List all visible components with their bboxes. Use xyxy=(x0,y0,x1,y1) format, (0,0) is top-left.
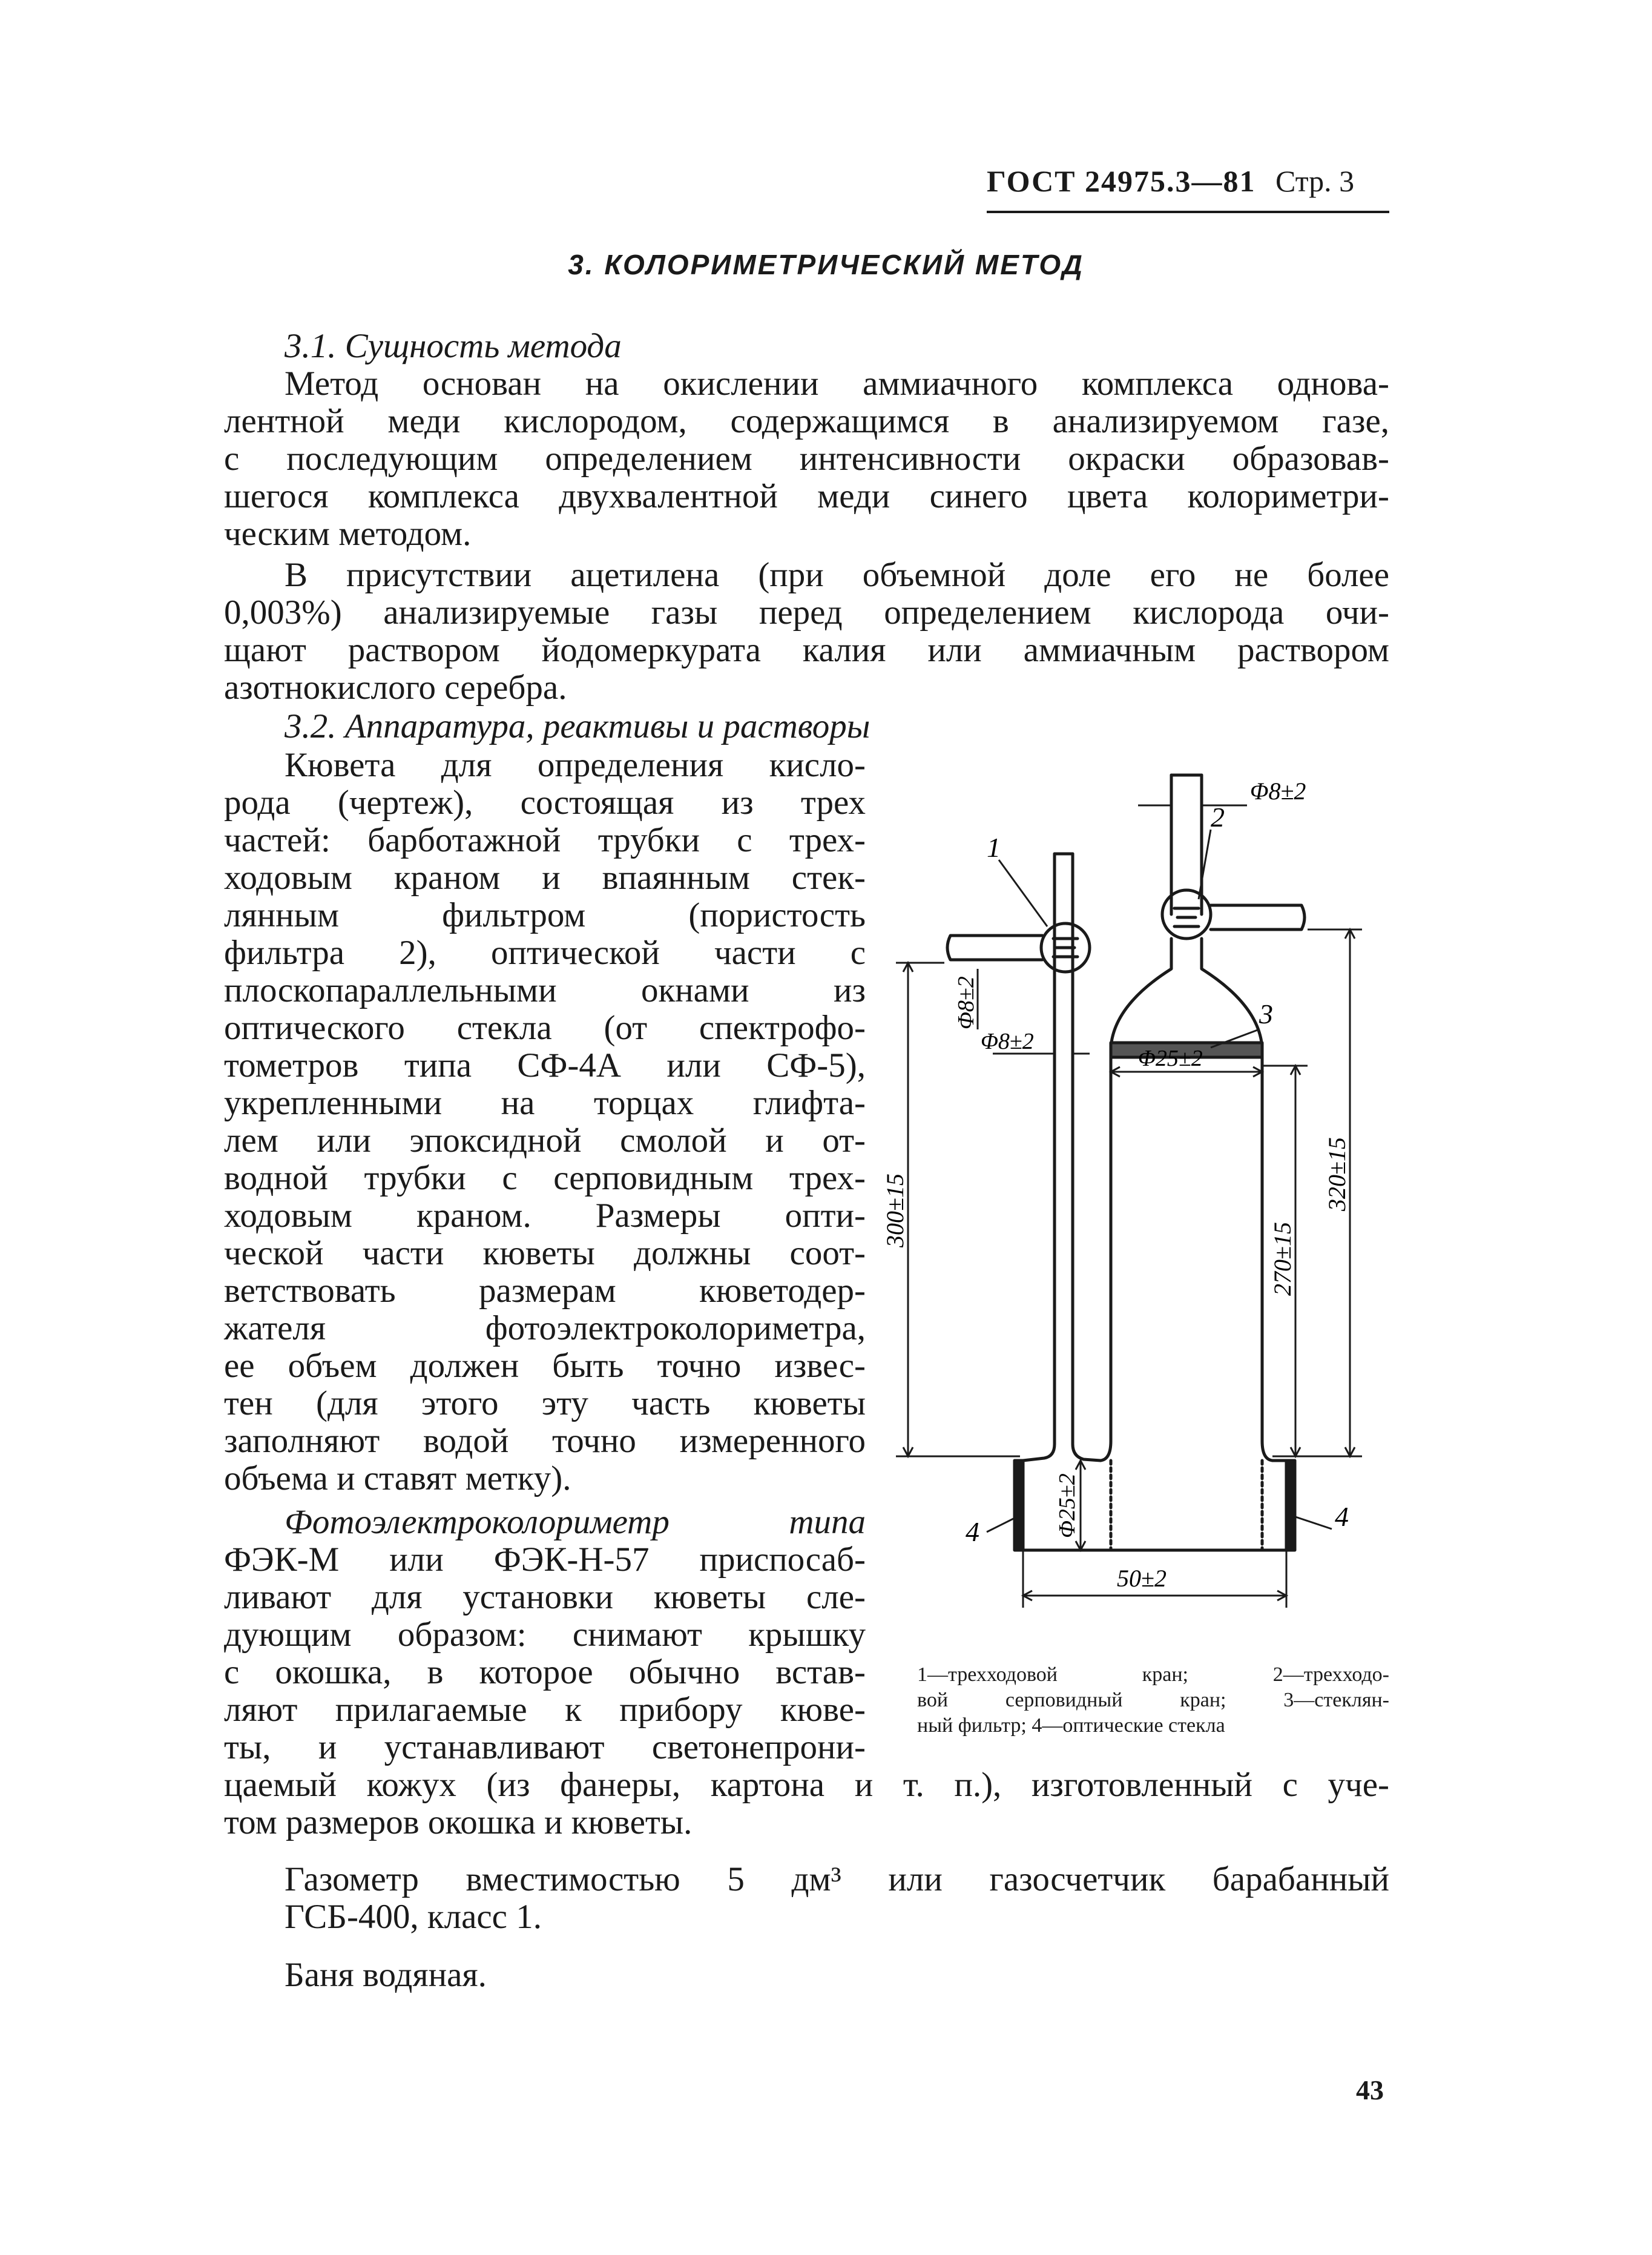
optical-body xyxy=(1101,939,1272,1461)
dim-d8-vertical: Φ8±2 xyxy=(953,976,979,1029)
text-line: рода (чертеж), состоящая из трех xyxy=(224,784,866,822)
text-line: ческой части кюветы должны соот- xyxy=(224,1234,866,1272)
figure-caption xyxy=(917,1662,1389,1738)
text-line: ходовым краном. Размеры опти- xyxy=(224,1197,866,1235)
text-line: Кювета для определения кисло- xyxy=(285,746,866,784)
text-line: щают раствором йодомеркурата калия или аммиачным раствором xyxy=(224,631,1389,669)
text-line: частей: барботажной трубки с трех- xyxy=(224,821,866,859)
text-line: заполняют водой точно измеренного xyxy=(224,1422,866,1460)
dim-320: 320±15 xyxy=(1323,1137,1351,1211)
optical-window-right xyxy=(1286,1461,1295,1550)
text-line: азотнокислого серебра. xyxy=(224,669,567,707)
optical-window-left xyxy=(1015,1461,1023,1550)
text-line: Газометр вместимостью 5 дм³ или газосчетчик барабанный xyxy=(285,1860,1389,1898)
dim-d8-top: Φ8±2 xyxy=(1250,778,1306,805)
crescent-stopcock xyxy=(1162,890,1211,939)
text-line: том размеров окошка и кюветы. xyxy=(224,1803,693,1841)
text-line: объема и ставят метку). xyxy=(224,1459,571,1497)
text-line: ходовым краном и впаянным стек- xyxy=(224,859,866,897)
text-line: 0,003%) анализируемые газы перед определением кислорода очи- xyxy=(224,593,1389,632)
caption-line: 1—трехходовой кран; 2—трехходо- xyxy=(917,1663,1389,1686)
text-line: шегося комплекса двухвалентной меди синего цвета колориметри- xyxy=(224,477,1389,515)
page-label: Стр. 3 xyxy=(1275,164,1355,198)
text-line: водной трубки с серповидным трех- xyxy=(224,1159,866,1197)
text-line: тометров типа СФ-4А или СФ-5), xyxy=(224,1046,866,1085)
caption-line: ный фильтр; 4—оптические стекла xyxy=(917,1714,1225,1737)
page-number: 43 xyxy=(1356,2075,1384,2105)
text-line: лем или эпоксидной смолой и от- xyxy=(224,1121,866,1160)
text-line: укрепленными на торцах глифта- xyxy=(224,1084,866,1122)
text-line: ФЭК-М или ФЭК-Н-57 приспосаб- xyxy=(224,1540,866,1579)
paragraph-water-bath: Баня водяная. xyxy=(285,1956,487,1994)
text-line: плоскопараллельными окнами из xyxy=(224,971,866,1009)
dim-300: 300±15 xyxy=(881,1174,909,1247)
text-line: оптического стекла (от спектрофо- xyxy=(224,1009,866,1047)
bubbler-tube-right-wall xyxy=(1073,854,1101,1461)
text-line: тен (для этого эту часть кюветы xyxy=(224,1384,866,1422)
text-line: с окошка, в которое обычно встав- xyxy=(224,1653,866,1691)
subsection-heading: 3.2. Аппаратура, реактивы и растворы xyxy=(285,707,870,745)
dim-d8-mid: Φ8±2 xyxy=(981,1029,1034,1054)
subsection-heading: 3.1. Сущность метода xyxy=(285,327,622,365)
page-header xyxy=(987,163,1389,199)
text-line: с последующим определением интенсивности окраски образовав- xyxy=(224,440,1389,478)
text-line: жателя фотоэлектроколориметра, xyxy=(224,1309,866,1347)
crescent-stopcock-arm xyxy=(1211,905,1305,929)
text-line: Фотоэлектроколориметр типа xyxy=(285,1503,866,1541)
caption-line: вой серповидный кран; 3—стеклян- xyxy=(917,1689,1389,1711)
part-label-3: 3 xyxy=(1259,999,1273,1029)
text-line: ливают для установки кюветы сле- xyxy=(224,1578,866,1616)
part-label-1: 1 xyxy=(987,832,1001,863)
section-title: 3. КОЛОРИМЕТРИЧЕСКИЙ МЕТОД xyxy=(568,249,1084,280)
text-line: ее объем должен быть точно извес- xyxy=(224,1347,866,1385)
gost-number: ГОСТ 24975.3—81 xyxy=(987,164,1256,198)
header-rule xyxy=(987,211,1389,213)
text-line: дующим образом: снимают крышку xyxy=(224,1616,866,1654)
text-line: Метод основан на окислении аммиачного комплекса однова- xyxy=(285,365,1389,403)
stopcock-left-arm xyxy=(947,936,1042,960)
dim-d25-vertical: Φ25±2 xyxy=(1055,1473,1080,1538)
text-line: цаемый кожух (из фанеры, картона и т. п.), изготовленный с уче- xyxy=(224,1766,1389,1804)
text-line: ческим методом. xyxy=(224,515,472,553)
part-label-2: 2 xyxy=(1211,802,1225,833)
cuvette-drawing xyxy=(872,763,1392,1641)
text-line: ГСБ-400, класс 1. xyxy=(285,1898,542,1936)
dim-270: 270±15 xyxy=(1269,1222,1296,1296)
dim-50: 50±2 xyxy=(1117,1565,1167,1592)
text-line: фильтра 2), оптической части с xyxy=(224,934,866,972)
part-label-4-left: 4 xyxy=(966,1516,979,1547)
text-line: ты, и устанавливают светонепрони- xyxy=(224,1728,866,1766)
text-line: В присутствии ацетилена (при объемной доле его не более xyxy=(285,556,1389,594)
text-line: лентной меди кислородом, содержащимся в анализируемом газе, xyxy=(224,402,1389,440)
text-line: ветствовать размерам кюветодер- xyxy=(224,1272,866,1310)
text-line: ляют прилагаемые к прибору кюве- xyxy=(224,1691,866,1729)
part-label-4-right: 4 xyxy=(1335,1501,1349,1532)
text-line: лянным фильтром (пористость xyxy=(224,896,866,934)
dim-d25-body: Φ25±2 xyxy=(1138,1046,1203,1071)
